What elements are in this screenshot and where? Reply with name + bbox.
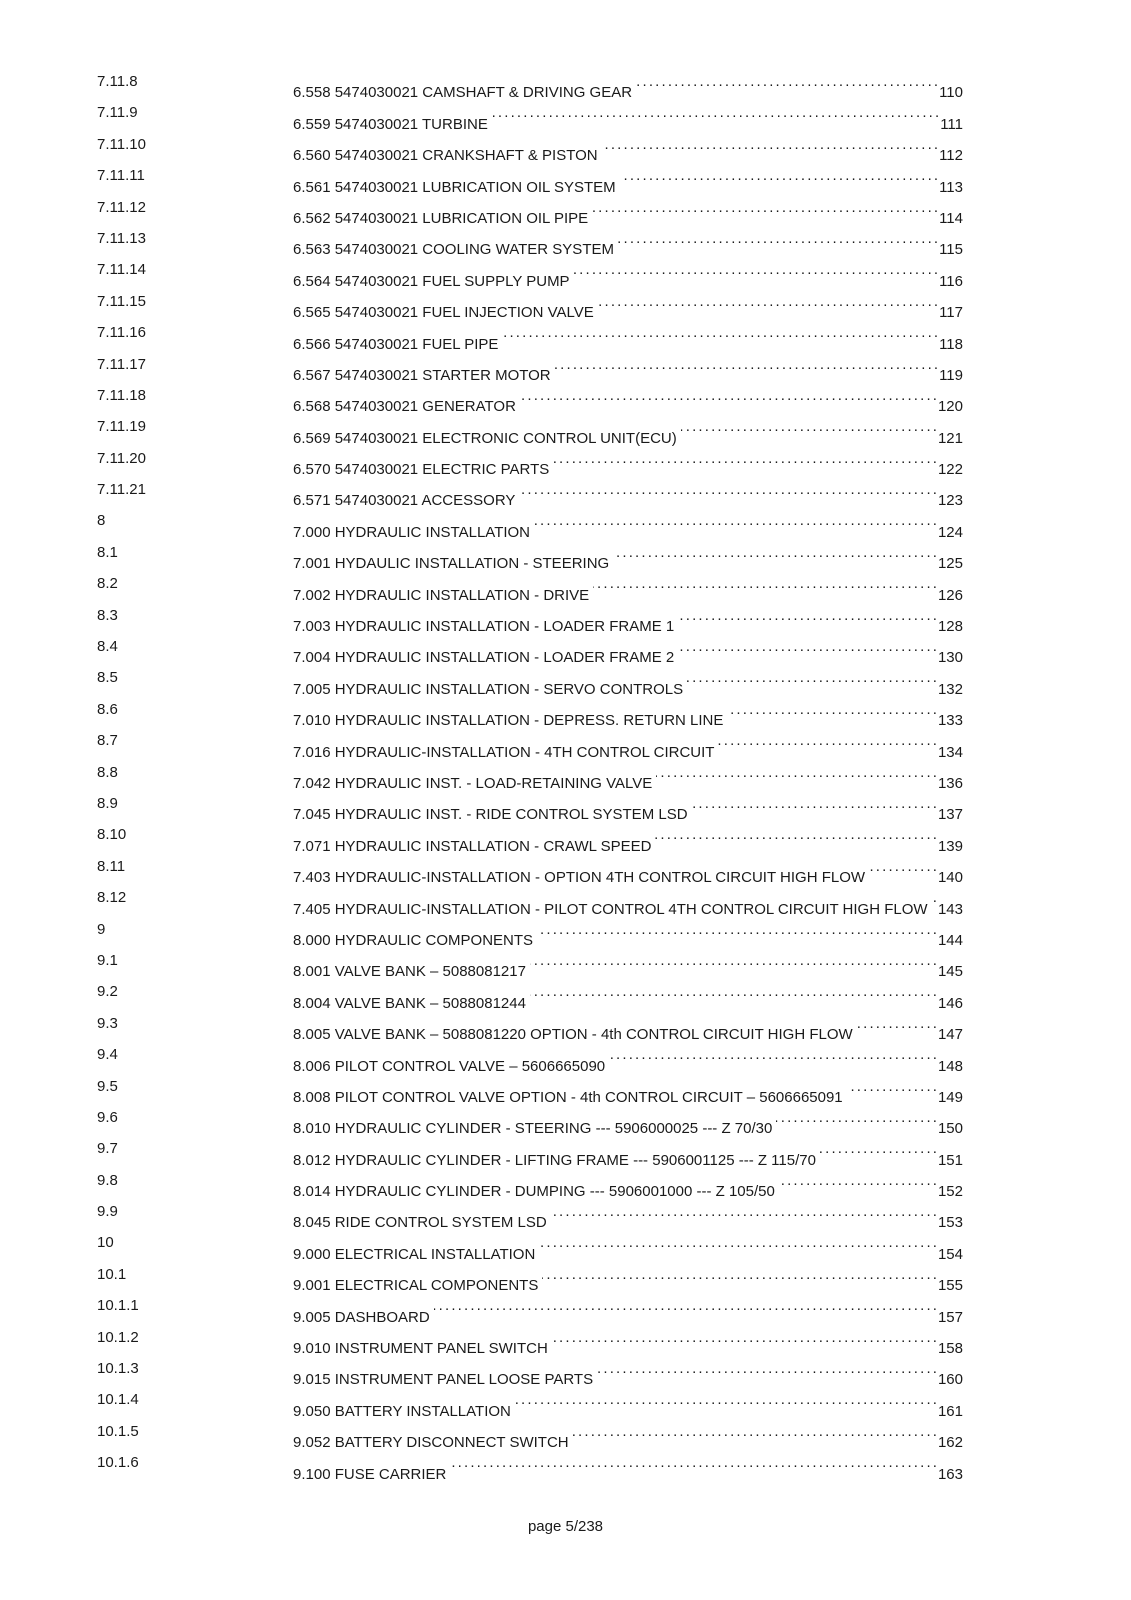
dot-leader — [847, 1071, 936, 1102]
toc-row[interactable] — [0, 1039, 1131, 1075]
toc-row[interactable] — [0, 192, 1131, 227]
toc-title: 8.008 PILOT CONTROL VALVE OPTION - 4th CONTROL CIRCUIT – 5606665091 — [293, 1088, 843, 1106]
toc-section-number: 8.3 — [97, 606, 118, 624]
toc-section-number: 7.11.9 — [97, 104, 138, 122]
toc-page-number: 121 — [937, 429, 963, 447]
toc-page-number: 146 — [937, 994, 963, 1012]
dot-leader — [552, 1322, 936, 1353]
toc-title: 7.001 HYDAULIC INSTALLATION - STEERING — [293, 555, 610, 573]
toc-title: 7.403 HYDRAULIC-INSTALLATION - OPTION 4TH CONTROL CIRCUIT HIGH FLOW — [293, 869, 866, 887]
toc-page-number: 132 — [937, 680, 963, 698]
dot-leader — [656, 757, 936, 788]
toc-page-number: 110 — [939, 84, 963, 102]
toc-title: 8.010 HYDRAULIC CYLINDER - STEERING --- 5906000025 --- Z 70/30 — [293, 1120, 773, 1138]
toc-row[interactable] — [0, 725, 1131, 761]
dot-leader — [530, 976, 936, 1007]
toc-title: 6.571 5474030021 ACCESSORY — [293, 492, 516, 510]
toc-title: 6.558 5474030021 CAMSHAFT & DRIVING GEAR — [293, 84, 633, 102]
dot-leader — [555, 349, 937, 380]
toc-title: 6.560 5474030021 CRANKSHAFT & PISTON — [293, 147, 598, 165]
dot-leader — [692, 788, 936, 819]
toc-page-number: 158 — [937, 1340, 963, 1358]
toc-title: 9.001 ELECTRICAL COMPONENTS — [293, 1277, 539, 1295]
toc-section-number: 8.6 — [97, 700, 118, 718]
toc-row[interactable] — [0, 97, 1131, 133]
toc-page-number: 123 — [937, 492, 963, 510]
toc-section-number: 8.9 — [97, 794, 118, 812]
toc-section-number: 8.5 — [97, 669, 118, 687]
toc-row[interactable] — [0, 1416, 1131, 1452]
toc-page-number: 112 — [939, 147, 963, 165]
dot-leader — [519, 474, 936, 505]
dot-leader — [492, 97, 938, 128]
dot-leader — [687, 662, 936, 693]
toc-section-number: 7.11.19 — [97, 418, 146, 436]
toc-section-number: 8.8 — [97, 763, 118, 781]
toc-title: 8.006 PILOT CONTROL VALVE – 5606665090 — [293, 1057, 606, 1075]
dot-leader — [678, 600, 936, 631]
toc-title: 6.570 5474030021 ELECTRIC PARTS — [293, 461, 550, 479]
toc-row[interactable] — [0, 568, 1131, 604]
toc-page-number: 122 — [937, 461, 963, 479]
toc-title: 7.405 HYDRAULIC-INSTALLATION - PILOT CONTROL 4TH CONTROL CIRCUIT HIGH FLOW — [293, 900, 928, 918]
toc-page-number: 119 — [939, 366, 963, 384]
toc-row[interactable] — [0, 1227, 1131, 1263]
toc-row[interactable] — [0, 945, 1131, 981]
dot-leader — [681, 411, 936, 442]
toc-page-number: 154 — [937, 1245, 963, 1263]
toc-row[interactable] — [0, 1071, 1131, 1106]
toc-row[interactable] — [0, 1384, 1131, 1420]
toc-title: 9.000 ELECTRICAL INSTALLATION — [293, 1245, 536, 1263]
toc-title: 6.562 5474030021 LUBRICATION OIL PIPE — [293, 209, 589, 227]
toc-section-number: 7.11.20 — [97, 449, 146, 467]
toc-title: 6.561 5474030021 LUBRICATION OIL SYSTEM — [293, 178, 616, 196]
toc-title: 8.004 VALVE BANK – 5088081244 — [293, 994, 526, 1012]
toc-title: 8.014 HYDRAULIC CYLINDER - DUMPING --- 5906001000 --- Z 105/50 — [293, 1183, 775, 1201]
toc-page-number: 148 — [937, 1057, 963, 1075]
toc-page-number: 113 — [939, 178, 963, 196]
dot-leader — [602, 129, 937, 160]
toc-page-number: 130 — [937, 649, 963, 667]
toc-page-number: 124 — [937, 523, 963, 541]
toc-title: 7.071 HYDRAULIC INSTALLATION - CRAWL SPEED — [293, 837, 652, 855]
dot-leader — [520, 380, 936, 411]
toc-row[interactable] — [0, 819, 1131, 855]
dot-leader — [779, 1165, 936, 1196]
toc-page-number: 139 — [937, 837, 963, 855]
toc-row[interactable] — [0, 223, 1131, 259]
toc-section-number: 8.4 — [97, 638, 118, 656]
toc-title: 8.000 HYDRAULIC COMPONENTS — [293, 931, 534, 949]
toc-title: 9.050 BATTERY INSTALLATION — [293, 1402, 511, 1420]
toc-title: 6.566 5474030021 FUEL PIPE — [293, 335, 499, 353]
toc-title: 8.005 VALVE BANK – 5088081220 OPTION - 4th CONTROL CIRCUIT HIGH FLOW — [293, 1026, 853, 1044]
toc-section-number: 9.5 — [97, 1077, 118, 1095]
dot-leader — [542, 1259, 936, 1290]
dot-leader — [537, 914, 936, 945]
toc-page-number: 163 — [937, 1465, 963, 1483]
toc-page-number: 114 — [939, 209, 963, 227]
toc-row[interactable] — [0, 1008, 1131, 1044]
toc-row[interactable] — [0, 600, 1131, 636]
dot-leader — [820, 1133, 936, 1164]
toc-section-number: 7.11.8 — [97, 73, 138, 90]
toc-section-number: 7.11.12 — [97, 198, 146, 216]
toc-row[interactable] — [0, 1196, 1131, 1232]
dot-leader — [574, 254, 938, 285]
dot-leader — [727, 694, 936, 725]
table-of-contents — [0, 66, 1131, 1483]
toc-section-number: 8.12 — [97, 889, 127, 907]
toc-page-number: 111 — [940, 115, 963, 133]
toc-page-number: 161 — [937, 1402, 963, 1420]
dot-leader — [434, 1290, 936, 1321]
dot-leader — [597, 1353, 936, 1384]
toc-page-number: 147 — [937, 1026, 963, 1044]
toc-section-number: 7.11.14 — [97, 261, 146, 279]
toc-row[interactable] — [0, 1447, 1131, 1483]
dot-leader — [655, 819, 936, 850]
toc-section-number: 8.2 — [97, 575, 118, 593]
toc-row[interactable] — [0, 1290, 1131, 1326]
toc-title: 9.005 DASHBOARD — [293, 1308, 430, 1326]
toc-section-number: 7.11.18 — [97, 386, 146, 404]
toc-row[interactable] — [0, 976, 1131, 1012]
toc-page-number: 133 — [937, 712, 963, 730]
toc-title: 7.016 HYDRAULIC-INSTALLATION - 4TH CONTROL CIRCUIT — [293, 743, 715, 761]
toc-title: 8.001 VALVE BANK – 5088081217 — [293, 963, 526, 981]
dot-leader — [450, 1447, 936, 1478]
toc-section-number: 9.8 — [97, 1171, 118, 1189]
toc-row[interactable] — [0, 505, 1131, 541]
dot-leader — [530, 945, 936, 976]
toc-page-number: 149 — [937, 1088, 963, 1106]
toc-section-number: 9.4 — [97, 1046, 118, 1064]
toc-section-number: 9.2 — [97, 983, 118, 1001]
toc-entry[interactable] — [293, 1447, 963, 1490]
toc-title: 6.564 5474030021 FUEL SUPPLY PUMP — [293, 272, 570, 290]
toc-section-number: 7.11.17 — [97, 355, 146, 373]
dot-leader — [869, 851, 936, 882]
dot-leader — [636, 66, 937, 97]
toc-row[interactable] — [0, 349, 1131, 384]
toc-page-number: 143 — [937, 900, 963, 918]
toc-title: 7.004 HYDRAULIC INSTALLATION - LOADER FRAME 2 — [293, 649, 675, 667]
toc-row[interactable] — [0, 286, 1131, 322]
dot-leader — [857, 1008, 936, 1039]
toc-section-number: 9.7 — [97, 1140, 118, 1158]
toc-page-number: 162 — [937, 1434, 963, 1452]
toc-row[interactable] — [0, 788, 1131, 824]
toc-row[interactable] — [0, 129, 1131, 165]
toc-title: 6.569 5474030021 ELECTRONIC CONTROL UNIT(ECU) — [293, 429, 677, 447]
toc-page-number: 155 — [937, 1277, 963, 1295]
toc-title: 6.559 5474030021 TURBINE — [293, 115, 488, 133]
dot-leader — [932, 882, 936, 913]
dot-leader — [618, 223, 937, 254]
toc-page-number: 115 — [939, 241, 963, 259]
toc-section-number: 10 — [97, 1234, 114, 1252]
toc-page-number: 128 — [937, 618, 963, 636]
toc-title: 7.005 HYDRAULIC INSTALLATION - SERVO CONTROLS — [293, 680, 684, 698]
toc-title: 7.003 HYDRAULIC INSTALLATION - LOADER FRAME 1 — [293, 618, 675, 636]
dot-leader — [620, 160, 937, 191]
toc-page-number: 118 — [939, 335, 963, 353]
toc-page-number: 120 — [937, 398, 963, 416]
toc-section-number: 9.9 — [97, 1203, 118, 1221]
toc-row[interactable] — [0, 1259, 1131, 1295]
toc-page-number: 117 — [939, 304, 963, 322]
toc-page-number: 126 — [937, 586, 963, 604]
toc-row[interactable] — [0, 1133, 1131, 1169]
toc-row[interactable] — [0, 914, 1131, 949]
dot-leader — [515, 1384, 936, 1415]
toc-page-number: 160 — [937, 1371, 963, 1389]
toc-page-number: 152 — [937, 1183, 963, 1201]
toc-row[interactable] — [0, 882, 1131, 918]
toc-row[interactable] — [0, 537, 1131, 573]
toc-row[interactable] — [0, 694, 1131, 730]
toc-row[interactable] — [0, 474, 1131, 510]
toc-row[interactable] — [0, 160, 1131, 196]
toc-page-number: 125 — [937, 555, 963, 573]
toc-title: 7.045 HYDRAULIC INST. - RIDE CONTROL SYSTEM LSD — [293, 806, 688, 824]
toc-section-number: 10.1.6 — [97, 1454, 139, 1472]
toc-title: 7.000 HYDRAULIC INSTALLATION — [293, 523, 531, 541]
dot-leader — [613, 537, 936, 568]
toc-page-number: 151 — [937, 1151, 963, 1169]
toc-section-number: 7.11.13 — [97, 229, 146, 247]
toc-title: 9.010 INSTRUMENT PANEL SWITCH — [293, 1340, 548, 1358]
toc-page-number: 140 — [937, 869, 963, 887]
dot-leader — [551, 1196, 936, 1227]
toc-section-number: 10.1.5 — [97, 1422, 139, 1440]
toc-row[interactable] — [0, 380, 1131, 416]
toc-section-number: 9.6 — [97, 1108, 118, 1126]
toc-title: 8.045 RIDE CONTROL SYSTEM LSD — [293, 1214, 547, 1232]
toc-section-number: 10.1.2 — [97, 1328, 139, 1346]
toc-section-number: 10.1.4 — [97, 1391, 139, 1409]
toc-row[interactable] — [0, 851, 1131, 887]
dot-leader — [592, 192, 937, 223]
toc-section-number: 8.10 — [97, 826, 127, 844]
toc-page-number: 136 — [937, 774, 963, 792]
dot-leader — [598, 286, 937, 317]
toc-section-number: 7.11.11 — [97, 167, 145, 185]
toc-section-number: 7.11.21 — [97, 481, 146, 499]
toc-section-number: 8.11 — [97, 857, 126, 875]
toc-row[interactable] — [0, 1102, 1131, 1138]
toc-row[interactable] — [0, 254, 1131, 290]
toc-row[interactable] — [0, 317, 1131, 353]
toc-title: 6.565 5474030021 FUEL INJECTION VALVE — [293, 304, 594, 322]
toc-section-number: 8.7 — [97, 732, 118, 750]
toc-page-number: 116 — [939, 272, 963, 290]
toc-title: 6.568 5474030021 GENERATOR — [293, 398, 516, 416]
dot-leader — [539, 1227, 936, 1258]
toc-row[interactable] — [0, 662, 1131, 698]
toc-section-number: 7.11.16 — [97, 324, 146, 342]
dot-leader — [534, 505, 936, 536]
dot-leader — [609, 1039, 936, 1070]
toc-title: 6.563 5474030021 COOLING WATER SYSTEM — [293, 241, 614, 259]
toc-section-number: 7.11.10 — [97, 135, 146, 153]
toc-page-number: 145 — [937, 963, 963, 981]
toc-row[interactable] — [0, 66, 1131, 102]
toc-title: 8.012 HYDRAULIC CYLINDER - LIFTING FRAME --- 5906001125 --- Z 115/70 — [293, 1151, 816, 1169]
toc-page-number: 153 — [937, 1214, 963, 1232]
toc-section-number: 9.1 — [97, 951, 118, 969]
toc-title: 7.010 HYDRAULIC INSTALLATION - DEPRESS. RETURN LINE — [293, 712, 724, 730]
toc-row[interactable] — [0, 1165, 1131, 1201]
toc-section-number: 10.1.3 — [97, 1360, 139, 1378]
toc-section-number: 8.1 — [97, 543, 118, 561]
dot-leader — [573, 1416, 936, 1447]
toc-title: 9.100 FUSE CARRIER — [293, 1465, 447, 1483]
toc-page-number: 150 — [937, 1120, 963, 1138]
toc-section-number: 7.11.15 — [97, 292, 146, 310]
toc-section-number: 9 — [97, 920, 106, 938]
page-number-footer: page 5/238 — [527, 1518, 604, 1535]
toc-page-number: 157 — [937, 1308, 963, 1326]
toc-section-number: 10.1.1 — [97, 1297, 139, 1315]
toc-page-number: 137 — [937, 806, 963, 824]
toc-row[interactable] — [0, 757, 1131, 792]
toc-title: 7.042 HYDRAULIC INST. - LOAD-RETAINING VALVE — [293, 774, 653, 792]
dot-leader — [502, 317, 937, 348]
toc-page-number: 134 — [937, 743, 963, 761]
toc-row[interactable] — [0, 631, 1131, 667]
toc-section-number: 10.1 — [97, 1265, 127, 1283]
toc-row[interactable] — [0, 411, 1131, 447]
dot-leader — [776, 1102, 936, 1133]
toc-title: 9.015 INSTRUMENT PANEL LOOSE PARTS — [293, 1371, 594, 1389]
toc-title: 9.052 BATTERY DISCONNECT SWITCH — [293, 1434, 569, 1452]
dot-leader — [553, 443, 936, 474]
toc-section-number: 9.3 — [97, 1014, 118, 1032]
toc-title: 6.567 5474030021 STARTER MOTOR — [293, 366, 551, 384]
toc-page-number: 144 — [937, 931, 963, 949]
toc-row[interactable] — [0, 443, 1131, 479]
dot-leader — [593, 568, 936, 599]
toc-row[interactable] — [0, 1322, 1131, 1358]
toc-section-number: 8 — [97, 512, 106, 530]
dot-leader — [718, 725, 936, 756]
dot-leader — [678, 631, 936, 662]
toc-row[interactable] — [0, 1353, 1131, 1389]
toc-title: 7.002 HYDRAULIC INSTALLATION - DRIVE — [293, 586, 590, 604]
